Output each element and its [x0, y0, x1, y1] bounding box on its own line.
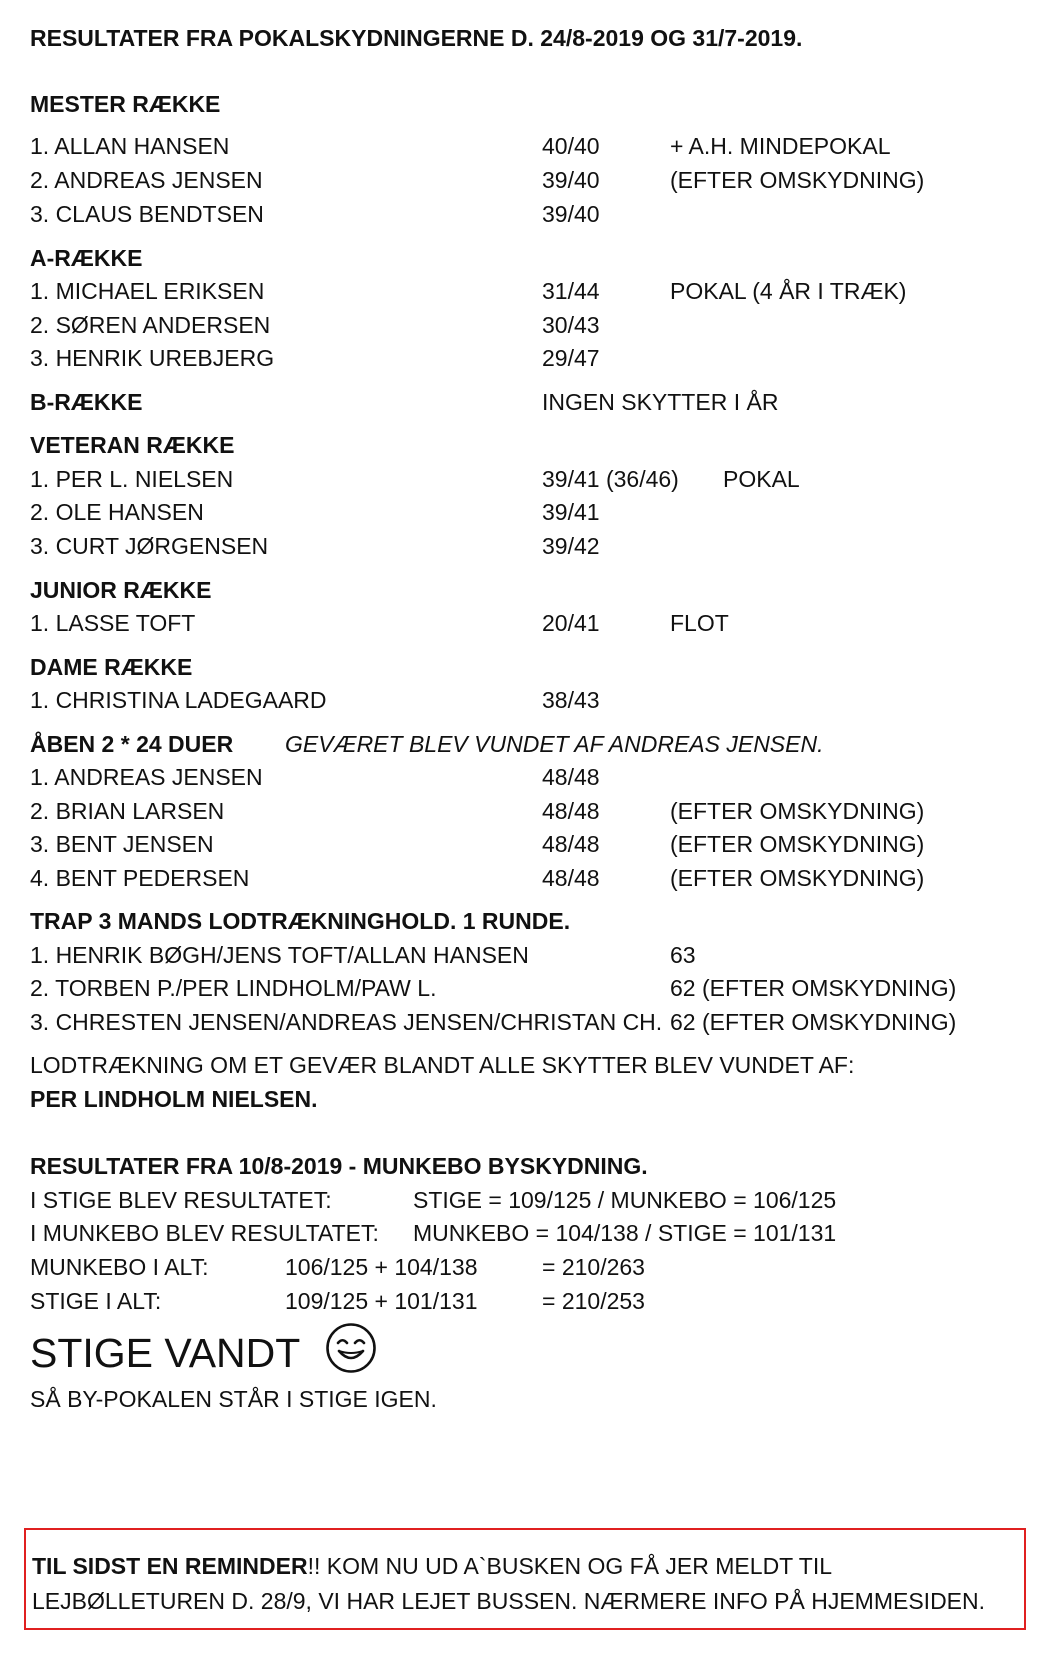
result-row	[30, 277, 907, 305]
winner-headline-row	[30, 1328, 377, 1384]
result-label: I MUNKEBO BLEV RESULTATET:	[30, 1220, 379, 1246]
result-score: 38/43	[542, 687, 600, 713]
result-row	[30, 830, 925, 858]
lottery-winner: PER LINDHOLM NIELSEN.	[30, 1086, 318, 1112]
result-note: POKAL	[723, 466, 800, 492]
result-note: (EFTER OMSKYDNING)	[670, 798, 925, 824]
result-row	[30, 498, 600, 526]
section-heading-a: A-RÆKKE	[30, 245, 143, 271]
result-score: 48/48	[542, 865, 600, 891]
result-row	[30, 465, 800, 493]
result-row	[30, 686, 600, 714]
result-row	[30, 200, 600, 228]
result-name: 2. BRIAN LARSEN	[30, 798, 225, 824]
winner-headline: STIGE VANDT	[30, 1329, 300, 1376]
result-score: 29/47	[542, 345, 600, 371]
result-name: 1. LASSE TOFT	[30, 610, 196, 636]
result-score: 39/40	[542, 201, 600, 227]
result-score: 31/44	[542, 278, 600, 304]
result-row	[30, 532, 600, 560]
result-row	[30, 609, 729, 637]
section-heading-byskydning: RESULTATER FRA 10/8-2019 - MUNKEBO BYSKYDNING.	[30, 1153, 648, 1179]
result-name: 1. PER L. NIELSEN	[30, 466, 234, 492]
result-name: 3. CURT JØRGENSEN	[30, 533, 269, 559]
result-score: 39/40	[542, 167, 600, 193]
result-note: (EFTER OMSKYDNING)	[670, 831, 925, 857]
result-value: STIGE = 109/125 / MUNKEBO = 106/125	[413, 1187, 837, 1213]
result-row	[30, 864, 925, 892]
result-score: 39/42	[542, 533, 600, 559]
result-note: (EFTER OMSKYDNING)	[670, 167, 925, 193]
result-name: 1. MICHAEL ERIKSEN	[30, 278, 265, 304]
lottery-text: LODTRÆKNING OM ET GEVÆR BLANDT ALLE SKYTTER BLEV VUNDET AF:	[30, 1052, 855, 1078]
result-label: I STIGE BLEV RESULTATET:	[30, 1187, 332, 1213]
result-name: 4. BENT PEDERSEN	[30, 865, 250, 891]
result-row	[30, 388, 779, 416]
result-name: 3. HENRIK UREBJERG	[30, 345, 275, 371]
result-score: 40/40	[542, 133, 600, 159]
section-heading-veteran: VETERAN RÆKKE	[30, 432, 235, 458]
result-note: + A.H. MINDEPOKAL	[670, 133, 891, 159]
section-heading-junior: JUNIOR RÆKKE	[30, 577, 212, 603]
result-row	[30, 1287, 645, 1315]
result-row	[30, 344, 600, 372]
result-row	[30, 974, 957, 1002]
result-name: 2. ANDREAS JENSEN	[30, 167, 263, 193]
result-row	[30, 797, 925, 825]
result-row	[30, 1253, 645, 1281]
document-title: RESULTATER FRA POKALSKYDNINGERNE D. 24/8-2019 OG 31/7-2019.	[30, 25, 803, 51]
result-row	[30, 166, 925, 194]
result-note: FLOT	[670, 610, 729, 636]
result-score: 62 (EFTER OMSKYDNING)	[670, 1009, 957, 1035]
result-value: = 210/253	[542, 1288, 645, 1314]
winner-subtext: SÅ BY-POKALEN STÅR I STIGE IGEN.	[30, 1386, 437, 1412]
reminder-line-1	[32, 1552, 832, 1580]
result-row	[30, 132, 891, 160]
smiley-icon	[325, 1322, 377, 1384]
result-name: 3. BENT JENSEN	[30, 831, 214, 857]
result-sum: 106/125 + 104/138	[285, 1254, 478, 1280]
result-score: 39/41 (36/46)	[542, 466, 679, 492]
result-score: 48/48	[542, 764, 600, 790]
reminder-text: !! KOM NU UD A`BUSKEN OG FÅ JER MELDT TIL	[307, 1553, 833, 1579]
result-row	[30, 763, 600, 791]
result-score: 39/41	[542, 499, 600, 525]
result-name: 2. TORBEN P./PER LINDHOLM/PAW L.	[30, 975, 437, 1001]
reminder-box	[24, 1528, 1026, 1630]
result-note: POKAL (4 ÅR I TRÆK)	[670, 278, 907, 304]
result-name: 2. OLE HANSEN	[30, 499, 204, 525]
result-name: 1. ALLAN HANSEN	[30, 133, 230, 159]
result-note: (EFTER OMSKYDNING)	[670, 865, 925, 891]
result-row	[30, 1008, 957, 1036]
result-sum: 109/125 + 101/131	[285, 1288, 478, 1314]
section-heading-dame: DAME RÆKKE	[30, 654, 193, 680]
result-note: INGEN SKYTTER I ÅR	[542, 389, 779, 415]
result-score: 30/43	[542, 312, 600, 338]
result-row	[30, 941, 696, 969]
result-row	[30, 311, 600, 339]
result-row	[30, 730, 824, 758]
result-name: 2. SØREN ANDERSEN	[30, 312, 271, 338]
result-name: 3. CLAUS BENDTSEN	[30, 201, 264, 227]
reminder-line-2: LEJBØLLETUREN D. 28/9, VI HAR LEJET BUSSEN. NÆRMERE INFO PÅ HJEMMESIDEN.	[32, 1588, 986, 1614]
result-score: 62 (EFTER OMSKYDNING)	[670, 975, 957, 1001]
result-name: 1. CHRISTINA LADEGAARD	[30, 687, 327, 713]
result-name: 3. CHRESTEN JENSEN/ANDREAS JENSEN/CHRISTAN CH.	[30, 1009, 663, 1035]
result-name: 1. HENRIK BØGH/JENS TOFT/ALLAN HANSEN	[30, 942, 529, 968]
section-heading-aaben: ÅBEN 2 * 24 DUER	[30, 731, 234, 757]
result-value: = 210/263	[542, 1254, 645, 1280]
section-heading-mester: MESTER RÆKKE	[30, 91, 221, 117]
result-score: 48/48	[542, 831, 600, 857]
result-row	[30, 1219, 837, 1247]
result-name: 1. ANDREAS JENSEN	[30, 764, 263, 790]
reminder-bold: TIL SIDST EN REMINDER	[32, 1553, 308, 1579]
result-label: MUNKEBO I ALT:	[30, 1254, 209, 1280]
result-score: 63	[670, 942, 696, 968]
section-heading-trap: TRAP 3 MANDS LODTRÆKNINGHOLD. 1 RUNDE.	[30, 908, 571, 934]
result-row	[30, 1186, 837, 1214]
result-value: MUNKEBO = 104/138 / STIGE = 101/131	[413, 1220, 837, 1246]
result-score: 20/41	[542, 610, 600, 636]
result-label: STIGE I ALT:	[30, 1288, 162, 1314]
result-score: 48/48	[542, 798, 600, 824]
section-subnote: GEVÆRET BLEV VUNDET AF ANDREAS JENSEN.	[285, 731, 824, 757]
section-heading-b: B-RÆKKE	[30, 389, 143, 415]
